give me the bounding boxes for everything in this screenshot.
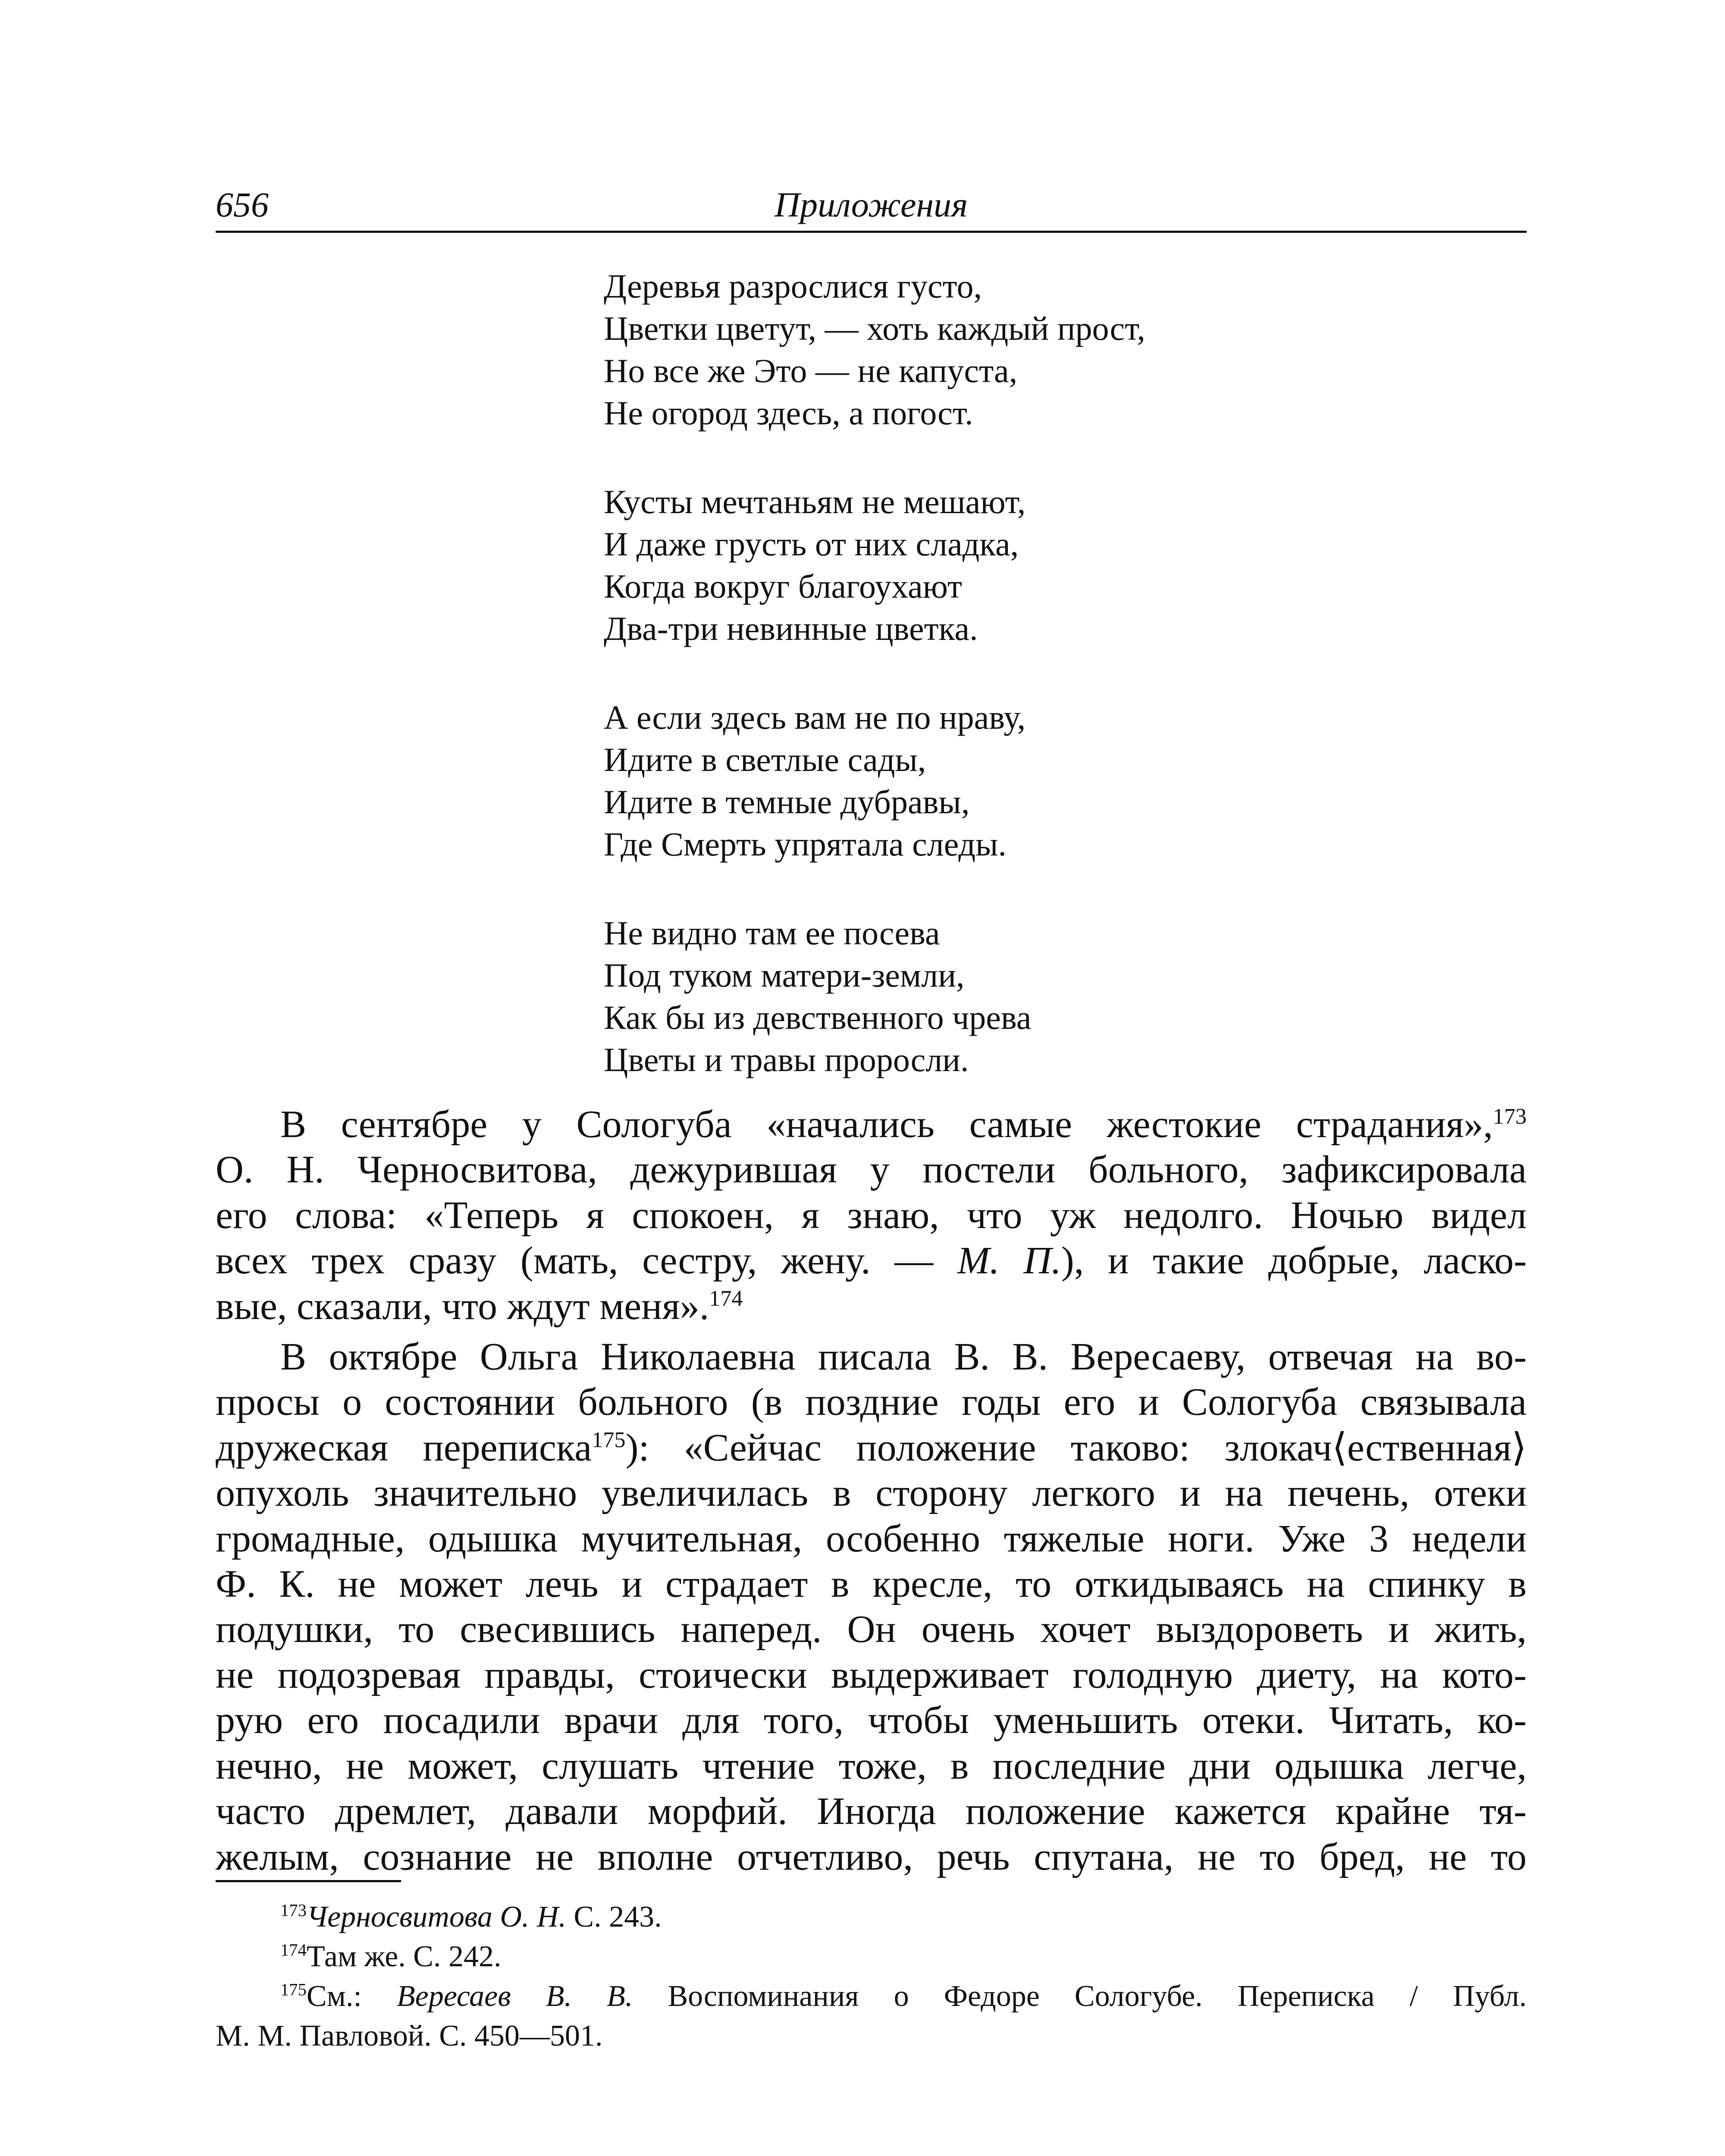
footnote-author: Черносвитова О. Н.	[306, 1900, 566, 1934]
text-line	[216, 1238, 1527, 1283]
text-line: желым, сознание не вполне отчетливо, речь спутана, не то бред, не то	[216, 1835, 1527, 1878]
footnote-175	[216, 1977, 1527, 2016]
text-line: не подозревая правды, стоически выдерживает голодную диету, на кото-	[216, 1653, 1527, 1696]
body-text	[216, 1102, 1527, 1880]
text-run: всех трех сразу (мать, сестру, жену. —	[216, 1239, 934, 1282]
text-line: Ф. К. не может лечь и страдает в кресле, то откидываясь на спинку в	[216, 1563, 1527, 1606]
verse-line: Идите в темные дубравы,	[604, 783, 970, 821]
poem-stanza	[604, 265, 1423, 434]
text-line: рую его посадили врачи для того, чтобы уменьшить отеки. Читать, ко-	[216, 1699, 1527, 1742]
verse-line: Когда вокруг благоухают	[604, 567, 962, 605]
verse-line: Идите в светлые сады,	[604, 741, 926, 778]
verse-line: А если здесь вам не по нраву,	[604, 699, 1026, 736]
verse-line: Цветки цветут, — хоть каждый прост,	[604, 310, 1145, 347]
poem	[604, 265, 1423, 1081]
verse-line: Деревья разрослися густо,	[604, 267, 982, 305]
footnote-text: С. 243.	[574, 1900, 662, 1934]
footnote-173	[216, 1897, 1527, 1937]
text-run: ): «Сейчас положение таково: злокач⟨ественная⟩	[625, 1426, 1527, 1469]
text-line: нечно, не может, слушать чтение тоже, в последние дни одышка легче,	[216, 1744, 1527, 1787]
poem-stanza	[604, 912, 1423, 1081]
footnote-number: 175	[280, 1980, 307, 1999]
verse-line: Цветы и травы проросли.	[604, 1041, 969, 1078]
text-line: опухоль значительно увеличилась в сторону легкого и на печень, отеки	[216, 1472, 1527, 1515]
verse-line: Не видно там ее посева	[604, 914, 940, 952]
text-line: подушки, то свесившись наперед. Он очень хочет выздороветь и жить,	[216, 1608, 1527, 1651]
footnote-divider	[216, 1880, 401, 1882]
text-line	[216, 1425, 1527, 1470]
poem-stanza	[604, 481, 1423, 650]
footnote-text: Воспоминания о Федоре Сологубе. Переписка / Публ.	[668, 1980, 1527, 2013]
footnote-text: Там же. С. 242.	[306, 1940, 502, 1973]
footnote-ref-175[interactable]: 175	[592, 1427, 626, 1452]
text-line: О. Н. Черносвитова, дежурившая у постели больного, зафиксировала	[216, 1148, 1527, 1191]
text-run: дружеская переписка	[216, 1426, 592, 1469]
verse-line: И даже грусть от них сладка,	[604, 525, 1019, 563]
editor-initials: М. П.	[957, 1239, 1061, 1282]
verse-line: Как бы из девственного чрева	[604, 999, 1032, 1036]
text-run: ), и такие добрые, ласко-	[1061, 1239, 1527, 1282]
footnote-ref-174[interactable]: 174	[709, 1285, 743, 1311]
verse-line: Где Смерть упрятала следы.	[604, 825, 1007, 863]
footnote-author: Вересаев В. В.	[396, 1980, 633, 2013]
text-line	[216, 1102, 1527, 1147]
footnote-number: 173	[280, 1900, 307, 1920]
poem-stanza	[604, 696, 1423, 865]
verse-line: Не огород здесь, а погост.	[604, 394, 973, 432]
verse-line: Под туком матери-земли,	[604, 956, 965, 994]
footnote-ref-173[interactable]: 173	[1493, 1104, 1527, 1129]
text-run: В сентябре у Сологуба «начались самые жестокие страдания»,	[280, 1103, 1493, 1146]
footnotes	[216, 1897, 1527, 2056]
footnote-175-continuation: М. М. Павловой. С. 450—501.	[216, 2019, 603, 2053]
verse-line: Кусты мечтаньям не мешают,	[604, 483, 1026, 520]
footnote-text: См.:	[306, 1980, 362, 2013]
text-line: В октябре Ольга Николаевна писала В. В. Вересаеву, отвечая на во-	[280, 1335, 1527, 1379]
text-line: громадные, одышка мучительная, особенно тяжелые ноги. Уже 3 недели	[216, 1517, 1527, 1560]
text-run: вые, сказали, что ждут меня».	[216, 1285, 709, 1328]
running-title: Приложения	[774, 185, 968, 224]
text-line: просы о состоянии больного (в поздние годы его и Сологуба связывала	[216, 1381, 1527, 1424]
text-line	[216, 1284, 1527, 1329]
text-line: его слова: «Теперь я спокоен, я знаю, что уж недолго. Ночью видел	[216, 1194, 1527, 1237]
page-header	[216, 183, 1527, 233]
text-line: часто дремлет, давали морфий. Иногда положение кажется крайне тя-	[216, 1790, 1527, 1833]
footnote-number: 174	[280, 1940, 307, 1960]
verse-line: Два-три невинные цветка.	[604, 610, 978, 647]
verse-line: Но все же Это — не капуста,	[604, 352, 1018, 389]
page-number: 656	[216, 185, 269, 224]
footnote-174	[216, 1937, 1527, 1977]
